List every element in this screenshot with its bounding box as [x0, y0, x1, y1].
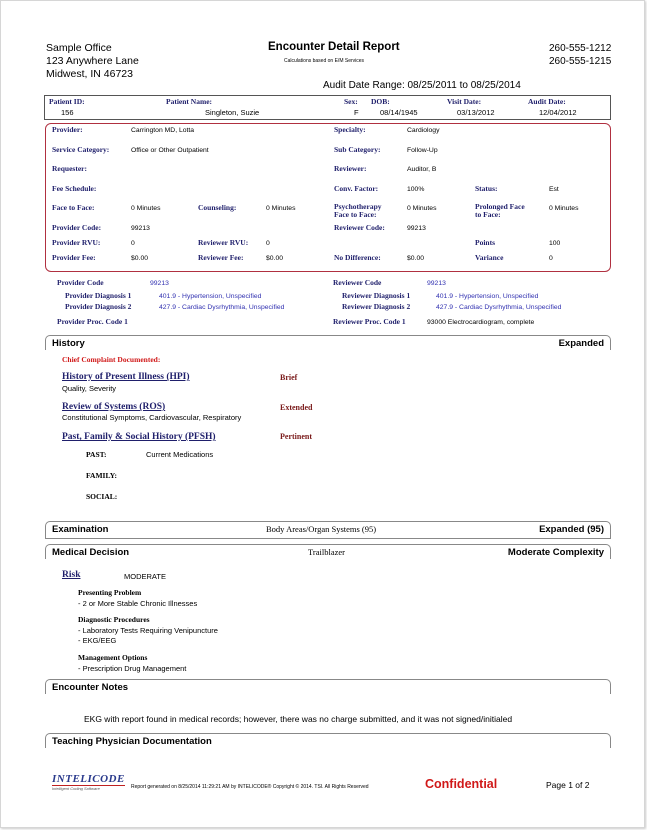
face-to-face-label: Face to Face: [52, 203, 95, 212]
diagnostic-procedures-label: Diagnostic Procedures [78, 615, 150, 624]
counseling-label: Counseling: [198, 203, 237, 212]
family-label: FAMILY: [86, 471, 117, 480]
management-options-label: Management Options [78, 653, 148, 662]
hpi-detail: Quality, Severity [62, 384, 117, 393]
psychotherapy-value: 0 Minutes [407, 205, 437, 212]
hpi-label: History of Present Illness (HPI) [62, 372, 190, 382]
dob-value: 08/14/1945 [380, 108, 418, 117]
social-label: SOCIAL: [86, 492, 118, 501]
patient-id-label: Patient ID: [49, 97, 85, 106]
prolonged-value: 0 Minutes [549, 205, 579, 212]
history-section-header [45, 335, 611, 350]
provider-value: Carrington MD, Lotta [131, 127, 195, 134]
examination-level: Expanded (95) [539, 524, 604, 535]
patient-id: 156 [61, 108, 74, 117]
ros-label: Review of Systems (ROS) [62, 402, 166, 412]
provider-rvu-label: Provider RVU: [52, 238, 101, 247]
patient-name-label: Patient Name: [166, 97, 213, 106]
report-title: Encounter Detail Report [268, 41, 400, 53]
codes-reviewer-code-label: Reviewer Code [333, 278, 382, 287]
provider-diagnosis-1-label: Provider Diagnosis 1 [65, 291, 132, 300]
psychotherapy-label [334, 203, 382, 219]
presenting-problem-label: Presenting Problem [78, 588, 142, 597]
report-subtitle: Calculations based on E/M Services [284, 58, 365, 64]
presenting-problem: - 2 or More Stable Chronic Illnesses [78, 599, 198, 608]
reviewer-rvu-label: Reviewer RVU: [198, 238, 249, 247]
reviewer-diagnosis-2-label: Reviewer Diagnosis 2 [342, 302, 411, 311]
encounter-notes-text: EKG with report found in medical records; however, there was no charge submitted, and it was not signed/initialed [84, 714, 513, 724]
provider-rvu-value: 0 [131, 240, 135, 247]
audit-date-label: Audit Date: [528, 97, 566, 106]
reviewer-diagnosis-2: 427.9 - Cardiac Dysrhythmia, Unspecified [436, 304, 562, 311]
examination-middle: Body Areas/Organ Systems (95) [266, 524, 377, 534]
conv-factor-label: Conv. Factor: [334, 184, 379, 193]
examination-title: Examination [52, 524, 109, 535]
counseling-value: 0 Minutes [266, 205, 296, 212]
prolonged-label [475, 203, 525, 219]
medical-decision-level: Moderate Complexity [507, 547, 604, 558]
reviewer-diagnosis-1-label: Reviewer Diagnosis 1 [342, 291, 411, 300]
provider-diagnosis-1: 401.9 - Hypertension, Unspecified [159, 293, 262, 300]
codes-reviewer-code: 99213 [427, 280, 446, 287]
points-label: Points [475, 238, 496, 247]
confidential-label: Confidential [425, 777, 498, 791]
reviewer-diagnosis-1: 401.9 - Hypertension, Unspecified [436, 293, 539, 300]
pfsh-label: Past, Family & Social History (PFSH) [62, 432, 216, 442]
logo-tagline: Intelligent Coding Software [52, 786, 100, 791]
reviewer-fee-label: Reviewer Fee: [198, 253, 244, 262]
service-category-value: Office or Other Outpatient [131, 147, 209, 154]
encounter-notes-title: Encounter Notes [52, 682, 129, 693]
teaching-title: Teaching Physician Documentation [52, 736, 212, 747]
medical-decision-section-header [45, 544, 611, 559]
office-block [46, 42, 139, 81]
phone-2: 260-555-1215 [549, 56, 612, 67]
provider-diagnosis-2-label: Provider Diagnosis 2 [65, 302, 132, 311]
status-label: Status: [475, 184, 498, 193]
sex-label: Sex: [344, 97, 358, 106]
psychotherapy-label-line1: Psychotherapy [334, 202, 382, 211]
generated-text: Report generated on 8/25/2014 11:29:21 AM by INTELICODE® Copyright © 2014. TSI. All Rights Reserved [131, 784, 369, 790]
examination-section-header [45, 521, 611, 539]
reviewer-code-value: 99213 [407, 225, 426, 232]
reviewer-rvu-value: 0 [266, 240, 270, 247]
reviewer-value: Auditor, B [407, 166, 437, 173]
risk-value: MODERATE [124, 572, 166, 581]
phone-1: 260-555-1212 [549, 43, 612, 54]
reviewer-fee-value: $0.00 [266, 255, 284, 262]
variance-value: 0 [549, 255, 553, 262]
sex-value: F [354, 108, 359, 117]
page-number: Page 1 of 2 [546, 780, 590, 790]
patient-bar [44, 95, 611, 120]
provider-proc-code-label: Provider Proc. Code 1 [57, 317, 128, 326]
medical-decision-title: Medical Decision [52, 547, 130, 558]
past-label: PAST: [86, 450, 107, 459]
specialty-label: Specialty: [334, 125, 366, 134]
patient-name: Singleton, Suzie [205, 108, 260, 117]
codes-provider-code-label: Provider Code [57, 278, 104, 287]
encounter-notes-section-header [45, 679, 611, 694]
status-value: Est [549, 186, 559, 193]
requester-label: Requester: [52, 164, 87, 173]
sub-category-label: Sub Category: [334, 145, 381, 154]
audit-date-range: Audit Date Range: 08/25/2011 to 08/25/2014 [323, 80, 521, 91]
reviewer-proc-code: 93000 Electrocardiogram, complete [427, 319, 535, 326]
chief-complaint: Chief Complaint Documented: [62, 355, 161, 364]
provider-fee-label: Provider Fee: [52, 253, 96, 262]
provider-code-label: Provider Code: [52, 223, 102, 232]
psychotherapy-label-line2: Face to Face: [334, 210, 377, 219]
reviewer-proc-code-label: Reviewer Proc. Code 1 [333, 317, 406, 326]
past-value: Current Medications [146, 450, 214, 459]
history-title: History [52, 338, 85, 349]
visit-date-value: 03/13/2012 [457, 108, 495, 117]
conv-factor-value: 100% [407, 186, 425, 193]
pfsh-level: Pertinent [280, 432, 312, 441]
prolonged-label-line1: Prolonged Face [475, 202, 525, 211]
face-to-face-value: 0 Minutes [131, 205, 161, 212]
provider-details-box [45, 123, 611, 272]
diagnostic-procedure-2: - EKG/EEG [78, 636, 117, 645]
provider-label: Provider: [52, 125, 83, 134]
audit-date-value: 12/04/2012 [539, 108, 577, 117]
ros-level: Extended [280, 403, 313, 412]
office-name: Sample Office [46, 42, 112, 54]
codes-provider-code: 99213 [150, 280, 169, 287]
diagnostic-procedure-1: - Laboratory Tests Requiring Venipuncture [78, 626, 218, 635]
office-address2: Midwest, IN 46723 [46, 68, 133, 80]
logo-text: INTELICODE [52, 773, 125, 785]
teaching-section-header [45, 733, 611, 748]
phone-block [549, 42, 611, 68]
no-difference-label: No Difference: [334, 253, 381, 262]
service-category-label: Service Category: [52, 145, 110, 154]
provider-code-value: 99213 [131, 225, 150, 232]
provider-diagnosis-2: 427.9 - Cardiac Dysrhythmia, Unspecified [159, 304, 285, 311]
intelicode-logo [52, 773, 125, 791]
dob-label: DOB: [371, 97, 390, 106]
medical-decision-middle: Trailblazer [308, 547, 345, 557]
hpi-level: Brief [280, 373, 298, 382]
reviewer-label: Reviewer: [334, 164, 367, 173]
visit-date-label: Visit Date: [447, 97, 482, 106]
history-level: Expanded [558, 338, 604, 349]
points-value: 100 [549, 240, 561, 247]
ros-detail: Constitutional Symptoms, Cardiovascular, Respiratory [62, 413, 242, 422]
risk-label: Risk [62, 570, 81, 580]
sub-category-value: Follow-Up [407, 147, 438, 154]
specialty-value: Cardiology [407, 127, 440, 134]
no-difference-value: $0.00 [407, 255, 425, 262]
reviewer-code-label: Reviewer Code: [334, 223, 385, 232]
fee-schedule-label: Fee Schedule: [52, 184, 97, 193]
office-address1: 123 Anywhere Lane [46, 55, 139, 67]
variance-label: Variance [475, 253, 504, 262]
prolonged-label-line2: to Face: [475, 210, 501, 219]
management-option: - Prescription Drug Management [78, 664, 187, 673]
provider-fee-value: $0.00 [131, 255, 149, 262]
